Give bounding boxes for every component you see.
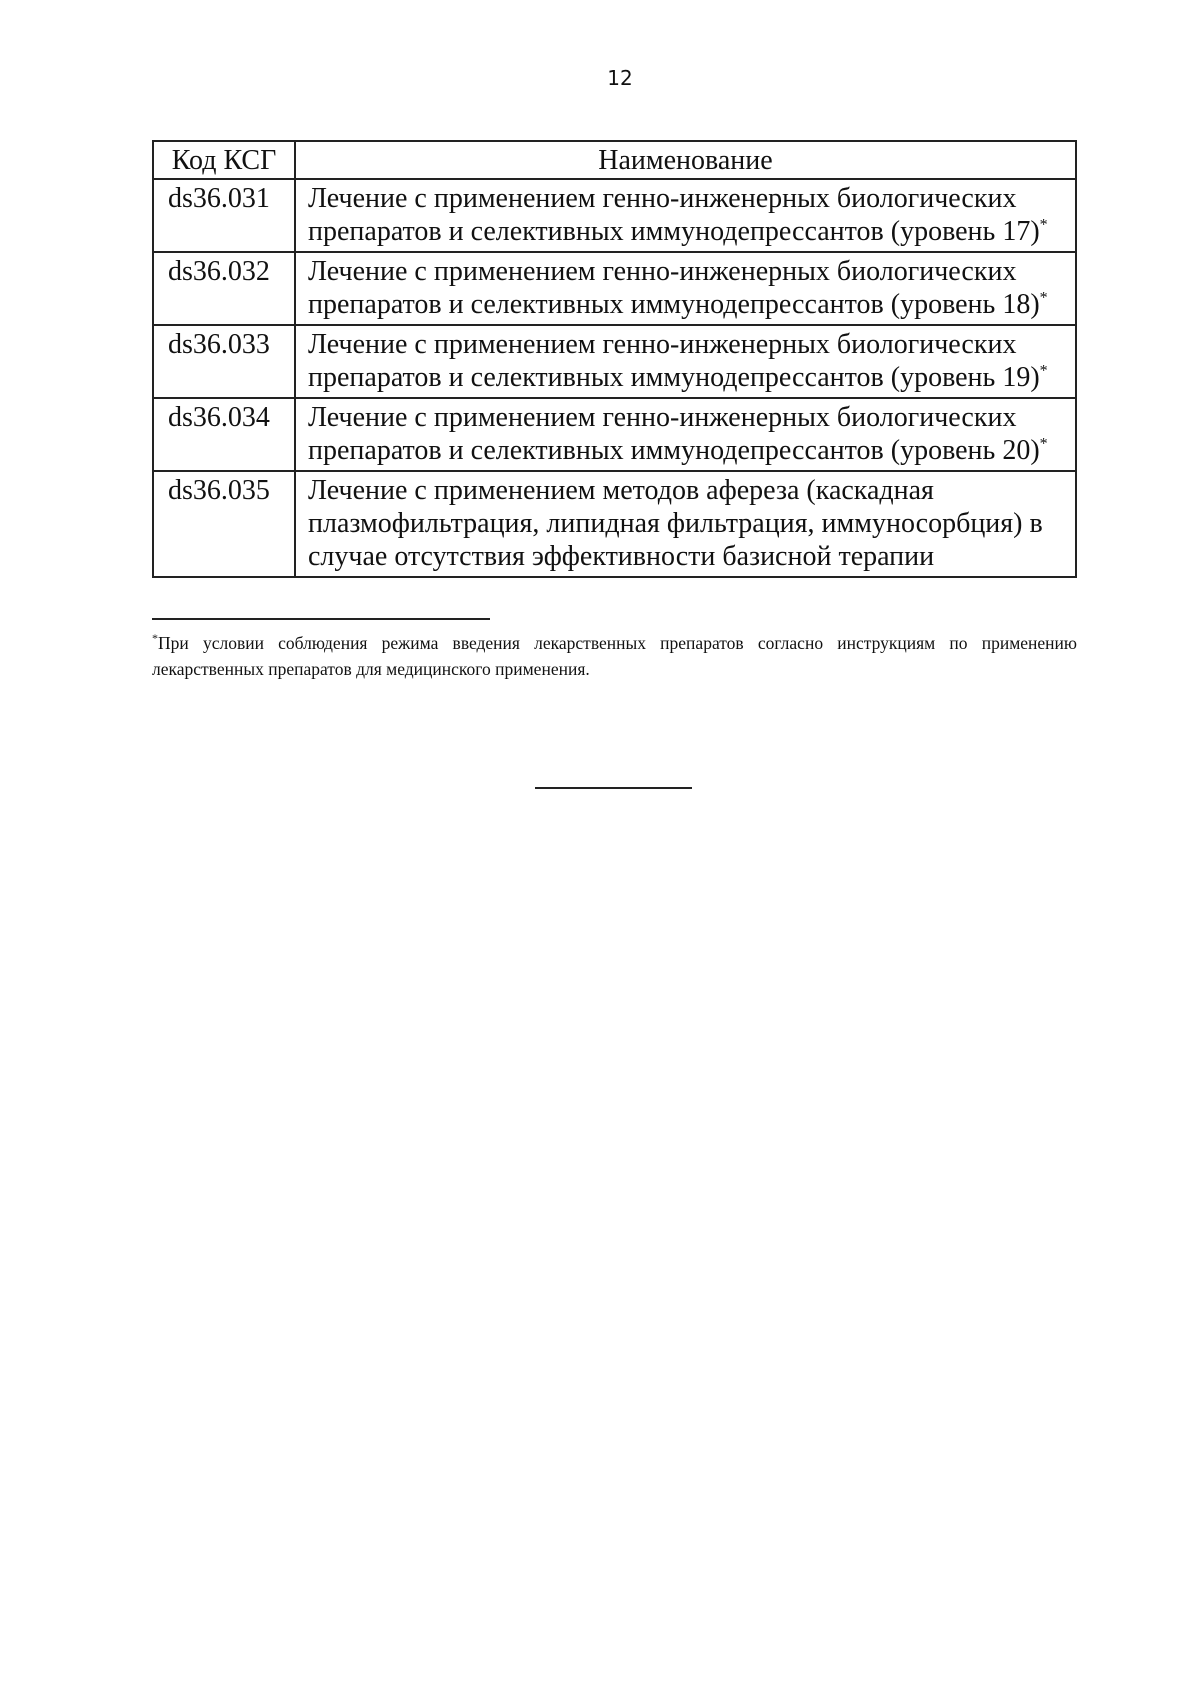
table-header-row [153, 141, 1076, 179]
ksg-name: Лечение с применением генно-инженерных биологических препаратов и селективных иммунодепрессантов (уровень 18) [308, 256, 1040, 320]
ksg-name: Лечение с применением методов афереза (каскадная плазмофильтрация, липидная фильтрация, иммуносорбция) в случае отсутствия эффективности базисной терапии [308, 475, 1043, 572]
ksg-name: Лечение с применением генно-инженерных биологических препаратов и селективных иммунодепрессантов (уровень 19) [308, 329, 1040, 393]
ksg-name-cell [295, 471, 1076, 577]
footnote-mark: * [1039, 216, 1048, 234]
ksg-code: ds36.033 [153, 325, 295, 398]
end-of-document-rule [535, 787, 692, 789]
ksg-table [152, 140, 1077, 578]
table-row [153, 398, 1076, 471]
footnote-mark: * [1039, 435, 1048, 453]
footnote-separator [152, 618, 490, 620]
ksg-code: ds36.031 [153, 179, 295, 252]
ksg-name-cell [295, 252, 1076, 325]
ksg-name-cell [295, 398, 1076, 471]
header-name: Наименование [295, 141, 1076, 179]
footnote-mark: * [1039, 362, 1048, 380]
footnote-mark: * [152, 631, 158, 646]
table-row [153, 179, 1076, 252]
table-row [153, 325, 1076, 398]
page-number: 12 [607, 66, 633, 90]
footnote-text: При условии соблюдения режима введения лекарственных препаратов согласно инструкциям по применению лекарственных препаратов для медицинского применения. [152, 633, 1077, 679]
ksg-name-cell [295, 325, 1076, 398]
table-row [153, 471, 1076, 577]
ksg-name: Лечение с применением генно-инженерных биологических препаратов и селективных иммунодепрессантов (уровень 17) [308, 183, 1040, 247]
ksg-name-cell [295, 179, 1076, 252]
table-row [153, 252, 1076, 325]
ksg-code: ds36.035 [153, 471, 295, 577]
header-code: Код КСГ [153, 141, 295, 179]
footnote [152, 630, 1077, 682]
ksg-name: Лечение с применением генно-инженерных биологических препаратов и селективных иммунодепрессантов (уровень 20) [308, 402, 1040, 466]
footnote-mark: * [1039, 289, 1048, 307]
ksg-code: ds36.032 [153, 252, 295, 325]
ksg-code: ds36.034 [153, 398, 295, 471]
